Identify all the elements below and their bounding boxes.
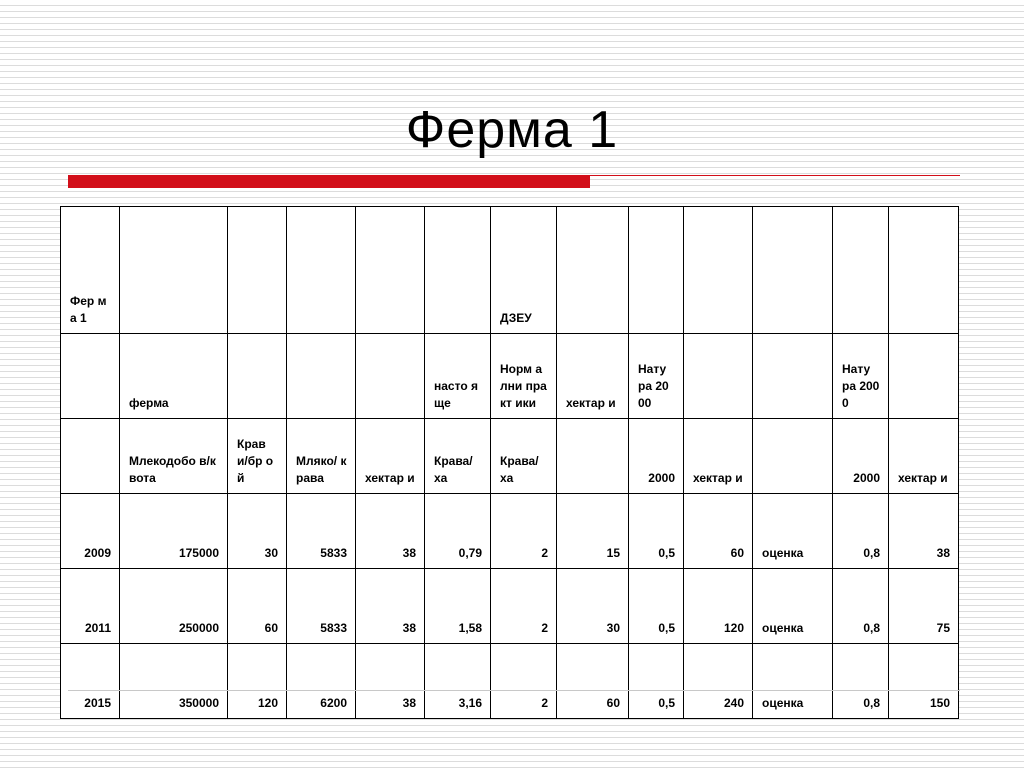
table-header-cell: Крава/ ха <box>425 419 491 494</box>
table-header-cell: Нату ра 2000 <box>833 334 889 419</box>
table-cell: 6200 <box>287 644 356 719</box>
table-header-cell: Млекодобо в/квота <box>120 419 228 494</box>
table-header-cell: хектар и <box>356 419 425 494</box>
footer-divider <box>68 690 960 691</box>
table-cell: 38 <box>889 494 959 569</box>
table-header-cell <box>557 207 629 334</box>
table-header-cell <box>629 207 684 334</box>
table-cell: 0,5 <box>629 494 684 569</box>
table-cell: 350000 <box>120 644 228 719</box>
table-row <box>61 569 959 644</box>
table-cell: 30 <box>557 569 629 644</box>
table-header-cell: ДЗЕУ <box>491 207 557 334</box>
header-row <box>61 419 959 494</box>
table-cell: 75 <box>889 569 959 644</box>
table-cell: 60 <box>228 569 287 644</box>
table-cell: 120 <box>684 569 753 644</box>
table-header-cell: Крав и/бр ой <box>228 419 287 494</box>
header-row <box>61 207 959 334</box>
table-cell: 150 <box>889 644 959 719</box>
header-row <box>61 334 959 419</box>
table-cell: 120 <box>228 644 287 719</box>
table-header-cell <box>753 419 833 494</box>
table-header-cell <box>61 419 120 494</box>
table-cell: 0,5 <box>629 644 684 719</box>
table-header-cell <box>684 207 753 334</box>
table-header-cell <box>425 207 491 334</box>
table-cell: 240 <box>684 644 753 719</box>
table-header-cell: хектар и <box>684 419 753 494</box>
table-cell: 0,5 <box>629 569 684 644</box>
table-header-cell <box>889 207 959 334</box>
table-header-cell: хектар и <box>889 419 959 494</box>
table-header-cell <box>287 334 356 419</box>
table-header-cell: Фер ма 1 <box>61 207 120 334</box>
table-header-cell <box>889 334 959 419</box>
slide-title: Ферма 1 <box>405 101 619 159</box>
table-cell: оценка <box>753 569 833 644</box>
table-cell: 30 <box>228 494 287 569</box>
table-cell: 2009 <box>61 494 120 569</box>
table-row <box>61 644 959 719</box>
table-cell: 60 <box>684 494 753 569</box>
table-header-cell: ферма <box>120 334 228 419</box>
table-cell: 5833 <box>287 569 356 644</box>
table-header-cell <box>228 207 287 334</box>
table-cell: 175000 <box>120 494 228 569</box>
table-cell: 2 <box>491 569 557 644</box>
farm-data-table <box>60 206 959 719</box>
table-cell: 2011 <box>61 569 120 644</box>
table-cell: 0,79 <box>425 494 491 569</box>
table-header-cell <box>120 207 228 334</box>
table-header-cell: Норм ални практ ики <box>491 334 557 419</box>
table-header-cell: Нату ра 2000 <box>629 334 684 419</box>
table-header-cell <box>287 207 356 334</box>
table-header-cell: хектар и <box>557 334 629 419</box>
table-cell: 15 <box>557 494 629 569</box>
table-header-cell <box>833 207 889 334</box>
table-cell: 38 <box>356 644 425 719</box>
table-header-cell <box>753 334 833 419</box>
table-cell: 0,8 <box>833 644 889 719</box>
table-cell: 5833 <box>287 494 356 569</box>
table-header-cell <box>753 207 833 334</box>
table-cell: 60 <box>557 644 629 719</box>
table-cell: оценка <box>753 494 833 569</box>
table-row <box>61 494 959 569</box>
title-accent-bar <box>68 175 590 188</box>
table-header-cell <box>228 334 287 419</box>
table-cell: 38 <box>356 569 425 644</box>
table-cell: 3,16 <box>425 644 491 719</box>
table-header-cell: 2000 <box>629 419 684 494</box>
table-header-cell <box>684 334 753 419</box>
table-cell: 2015 <box>61 644 120 719</box>
table-header-cell <box>356 207 425 334</box>
table-header-cell <box>356 334 425 419</box>
table-cell: 38 <box>356 494 425 569</box>
table-header-cell: насто ящe <box>425 334 491 419</box>
table-cell: 0,8 <box>833 569 889 644</box>
table-header-cell: 2000 <box>833 419 889 494</box>
table-cell: оценка <box>753 644 833 719</box>
title-accent-line <box>590 175 960 176</box>
table-header-cell: Мляко/ крава <box>287 419 356 494</box>
table-cell: 2 <box>491 494 557 569</box>
table-cell: 1,58 <box>425 569 491 644</box>
table-header-cell: Крава/ ха <box>491 419 557 494</box>
table-cell: 2 <box>491 644 557 719</box>
table-header-cell <box>61 334 120 419</box>
table-header-cell <box>557 419 629 494</box>
table-cell: 250000 <box>120 569 228 644</box>
table-cell: 0,8 <box>833 494 889 569</box>
